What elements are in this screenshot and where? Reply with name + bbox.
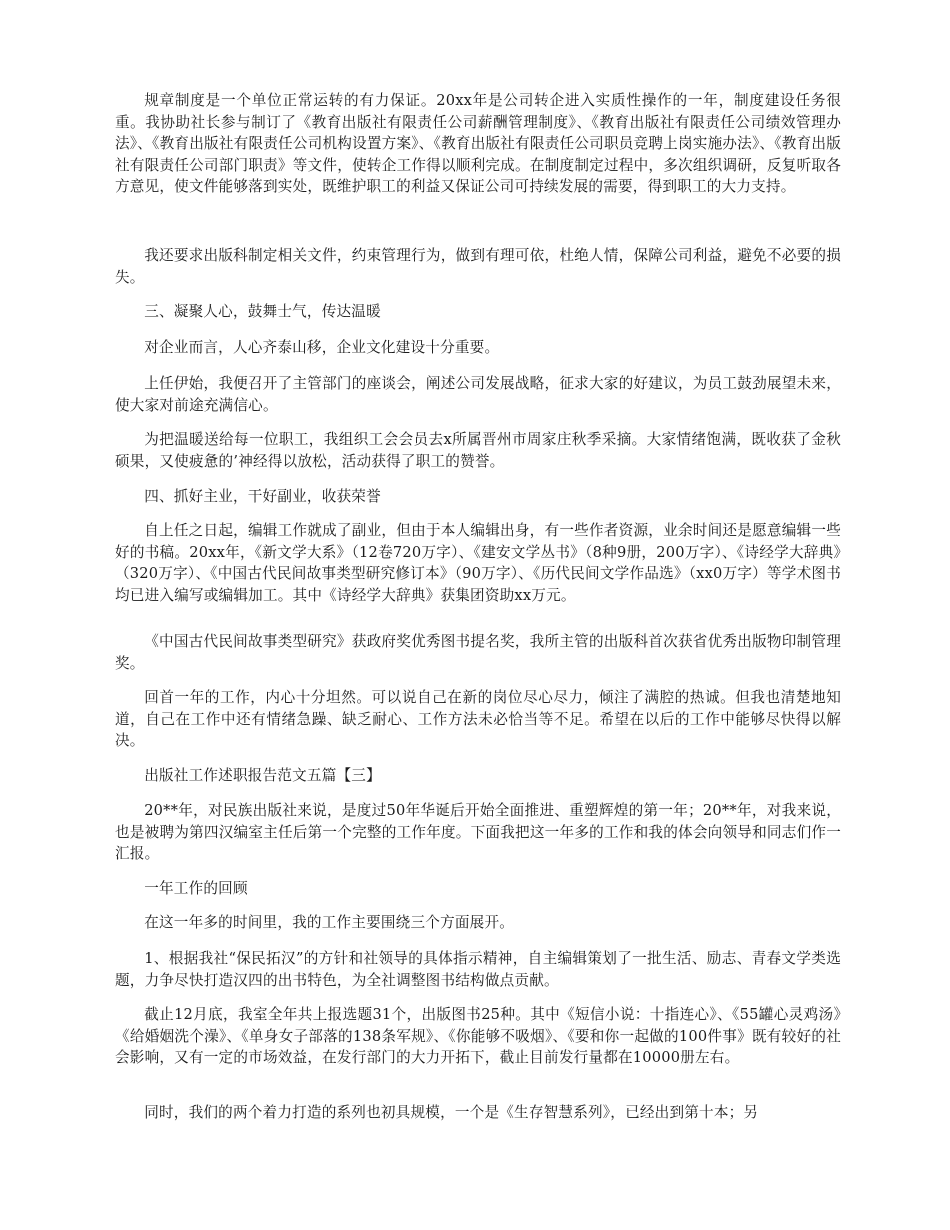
paragraph-three-aspects: 在这一年多的时间里，我的工作主要围绕三个方面展开。 (144, 914, 515, 931)
section-heading-3: 三、凝聚人心，鼓舞士气，传达温暖 (144, 303, 381, 320)
paragraph-culture: 对企业而言，人心齐泰山移，企业文化建设十分重要。 (144, 339, 500, 356)
paragraph-regulations: 规章制度是一个单位正常运转的有力保证。20xx年是公司转企进入实质性操作的一年，制度建设任务很重。我协助社长参与制订了《教育出版社有限责任公司薪酬管理制度》、《教育出版社有限责任公司绩效管理办法》、《教育出版社有限责任公司机构设置方案》、《教育出版社有限责任公司职员竞聘上岗实施办法》、《教育出版社有限责任公司部门职责》等文件，使转企工作得以顺利完成。在制度制定过程中，多次组织调研，反复听取各方意见，使文件能够落到实处，既维护职工的利益又保证公司可持续发展的需要，得到职工的大力支持。 (115, 92, 841, 196)
paragraph-awards: 《中国古代民间故事类型研究》获政府奖优秀图书提名奖，我所主管的出版科首次获省优秀出版物印制管理奖。 (115, 633, 841, 672)
paragraph-series: 同时，我们的两个着力打造的系列也初具规模，一个是《生存智慧系列》，已经出到第十本；另 (144, 1104, 759, 1121)
paragraph-warmth: 为把温暖送给每一位职工，我组织工会会员去x所属晋州市周家庄秋季采摘。大家情绪饱满，既收获了金秋硕果，又使疲惫的’神经得以放松，活动获得了职工的赞誉。 (115, 431, 841, 470)
paragraph-item-1: 1、根据我社“保民拓汉”的方针和社领导的具体指示精神，自主编辑策划了一批生活、励志、青春文学类选题，力争尽快打造汉四的出书特色，为全社调整图书结构做点贡献。 (115, 950, 841, 989)
paragraph-statistics: 截止12月底，我室全年共上报选题31个，出版图书25种。其中《短信小说：十指连心》、《55罐心灵鸡汤》《给婚姻洗个澡》、《单身女子部落的138条军规》、《你能够不吸烟》、《要和你一起做的100件事》既有较好的社会影响，又有一定的市场效益，在发行部门的大力开拓下，截止目前发行量都在10000册左右。 (115, 1006, 841, 1067)
section-title-part-3: 出版社工作述职报告范文五篇【三】 (144, 767, 381, 784)
paragraph-publishing-rules: 我还要求出版科制定相关文件，约束管理行为，做到有理可依，杜绝人情，保障公司利益，避免不必要的损失。 (115, 247, 841, 286)
paragraph-editing: 自上任之日起，编辑工作就成了副业，但由于本人编辑出身，有一些作者资源，业余时间还是愿意编辑一些好的书稿。20xx年，《新文学大系》（12卷720万字）、《建安文学丛书》（8种9册，200万字）、《诗经学大辞典》（320万字）、《中国古代民间故事类型研究修订本》（90万字）、《历代民间文学作品选》（xx0万字）等学术图书均已进入编写或编辑加工。其中《诗经学大辞典》获集团资助xx万元。 (115, 522, 841, 604)
paragraph-review: 回首一年的工作，内心十分坦然。可以说自己在新的岗位尽心尽力，倾注了满腔的热诚。但我也清楚地知道，自己在工作中还有情绪急躁、缺乏耐心、工作方法未必恰当等不足。希望在以后的工作中能够尽快得以解决。 (115, 689, 841, 750)
paragraph-meeting: 上任伊始，我便召开了主管部门的座谈会，阐述公司发展战略，征求大家的好建议，为员工鼓劲展望未来，使大家对前途充满信心。 (115, 375, 841, 414)
paragraph-intro-2: 20**年，对民族出版社来说，是度过50年华诞后开始全面推进、重塑辉煌的第一年；20**年，对我来说，也是被聘为第四汉编室主任后第一个完整的工作年度。下面我把这一年多的工作和我的体会向领导和同志们作一汇报。 (115, 802, 841, 863)
section-heading-review: 一年工作的回顾 (144, 880, 248, 897)
section-heading-4: 四、抓好主业，干好副业，收获荣誉 (144, 488, 381, 505)
